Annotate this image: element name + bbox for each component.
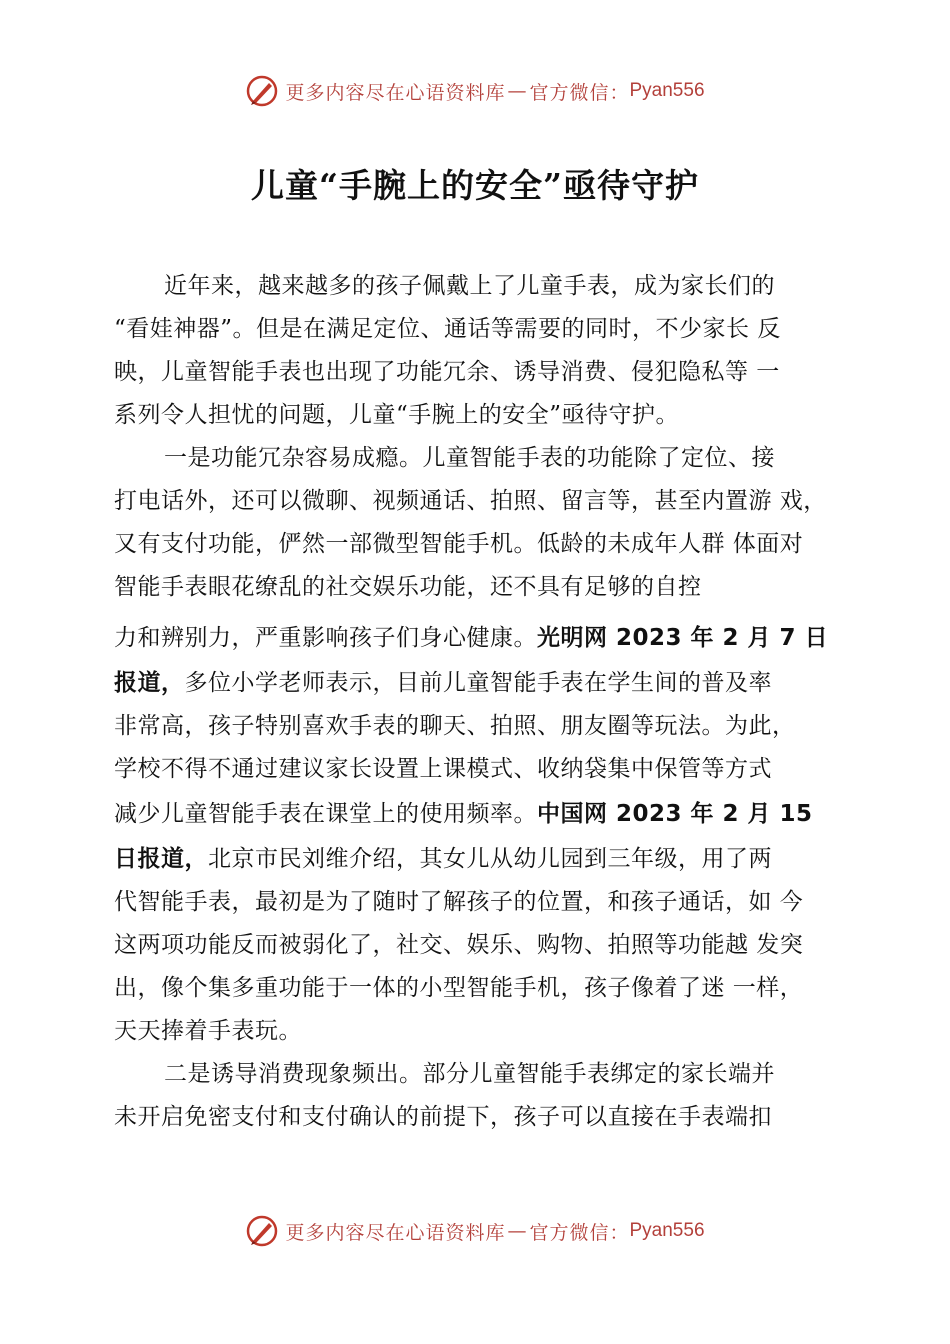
body-line: 二是诱导消费现象频出。部分儿童智能手表绑定的家长端并 — [164, 1061, 775, 1087]
body-line: 近年来，越来越多的孩子佩戴上了儿童手表，成为家长们的 — [164, 273, 775, 299]
footer-watermark — [0, 1214, 950, 1248]
watermark-wechat-id: Pyan556 — [629, 80, 705, 101]
body-line: 映，儿童智能手表也出现了功能冗余、诱导消费、侵犯隐私等 一 — [114, 359, 780, 385]
body-line: 打电话外，还可以微聊、视频通话、拍照、留言等，甚至内置游 戏， — [114, 488, 827, 514]
article-title: 儿童“手腕上的安全”亟待守护 — [251, 166, 699, 205]
watermark-wechat-label: 官方微信： — [529, 81, 630, 104]
body-line: 出，像个集多重功能于一体的小型智能手机，孩子像着了迷 一样， — [114, 975, 804, 1001]
watermark-wechat-label: 官方微信： — [529, 1221, 630, 1244]
watermark-brand: 更多内容尽在心语资料库 — [285, 81, 506, 104]
body-line: 这两项功能反而被弱化了，社交、娱乐、购物、拍照等功能越 发突 — [114, 932, 804, 958]
body-line: “看娃神器”。但是在满足定位、通话等需要的同时，不少家长 反 — [114, 316, 781, 342]
source-citation: 日报道， — [114, 846, 208, 872]
body-line: 系列令人担忧的问题，儿童“手腕上的安全”亟待守护。 — [114, 402, 680, 428]
body-line: 学校不得不通过建议家长设置上课模式、收纳袋集中保管等方式 — [114, 756, 772, 782]
body-line: 非常高，孩子特别喜欢手表的聊天、拍照、朋友圈等玩法。为此， — [114, 713, 796, 739]
body-line: 日报道，北京市民刘维介绍，其女儿从幼儿园到三年级，用了两 — [114, 846, 772, 872]
source-citation: 报道， — [114, 670, 185, 696]
source-citation: 中国网 2023 年 2 月 15 — [537, 801, 813, 827]
body-line: 又有支付功能，俨然一部微型智能手机。低龄的未成年人群 体面对 — [114, 531, 804, 557]
watermark-separator: — — [507, 1220, 528, 1242]
watermark-wechat-id: Pyan556 — [629, 1220, 705, 1241]
body-line: 天天捧着手表玩。 — [114, 1018, 302, 1044]
pen-logo-icon — [245, 74, 279, 108]
body-line: 智能手表眼花缭乱的社交娱乐功能，还不具有足够的自控 — [114, 574, 702, 600]
article-body — [114, 265, 842, 1139]
body-line: 未开启免密支付和支付确认的前提下，孩子可以直接在手表端扣 — [114, 1104, 772, 1130]
watermark-brand: 更多内容尽在心语资料库 — [285, 1221, 506, 1244]
body-line: 报道，多位小学老师表示，目前儿童智能手表在学生间的普及率 — [114, 670, 772, 696]
body-line: 减少儿童智能手表在课堂上的使用频率。中国网 2023 年 2 月 15 — [114, 801, 813, 827]
source-citation: 光明网 2023 年 2 月 7 日 — [537, 625, 829, 651]
body-line: 一是功能冗杂容易成瘾。儿童智能手表的功能除了定位、接 — [164, 445, 775, 471]
pen-logo-icon — [245, 1214, 279, 1248]
header-watermark — [0, 74, 950, 108]
watermark-separator: — — [507, 80, 528, 102]
body-line: 代智能手表，最初是为了随时了解孩子的位置，和孩子通话，如 今 — [114, 889, 804, 915]
body-line: 力和辨别力，严重影响孩子们身心健康。光明网 2023 年 2 月 7 日 — [114, 625, 829, 651]
